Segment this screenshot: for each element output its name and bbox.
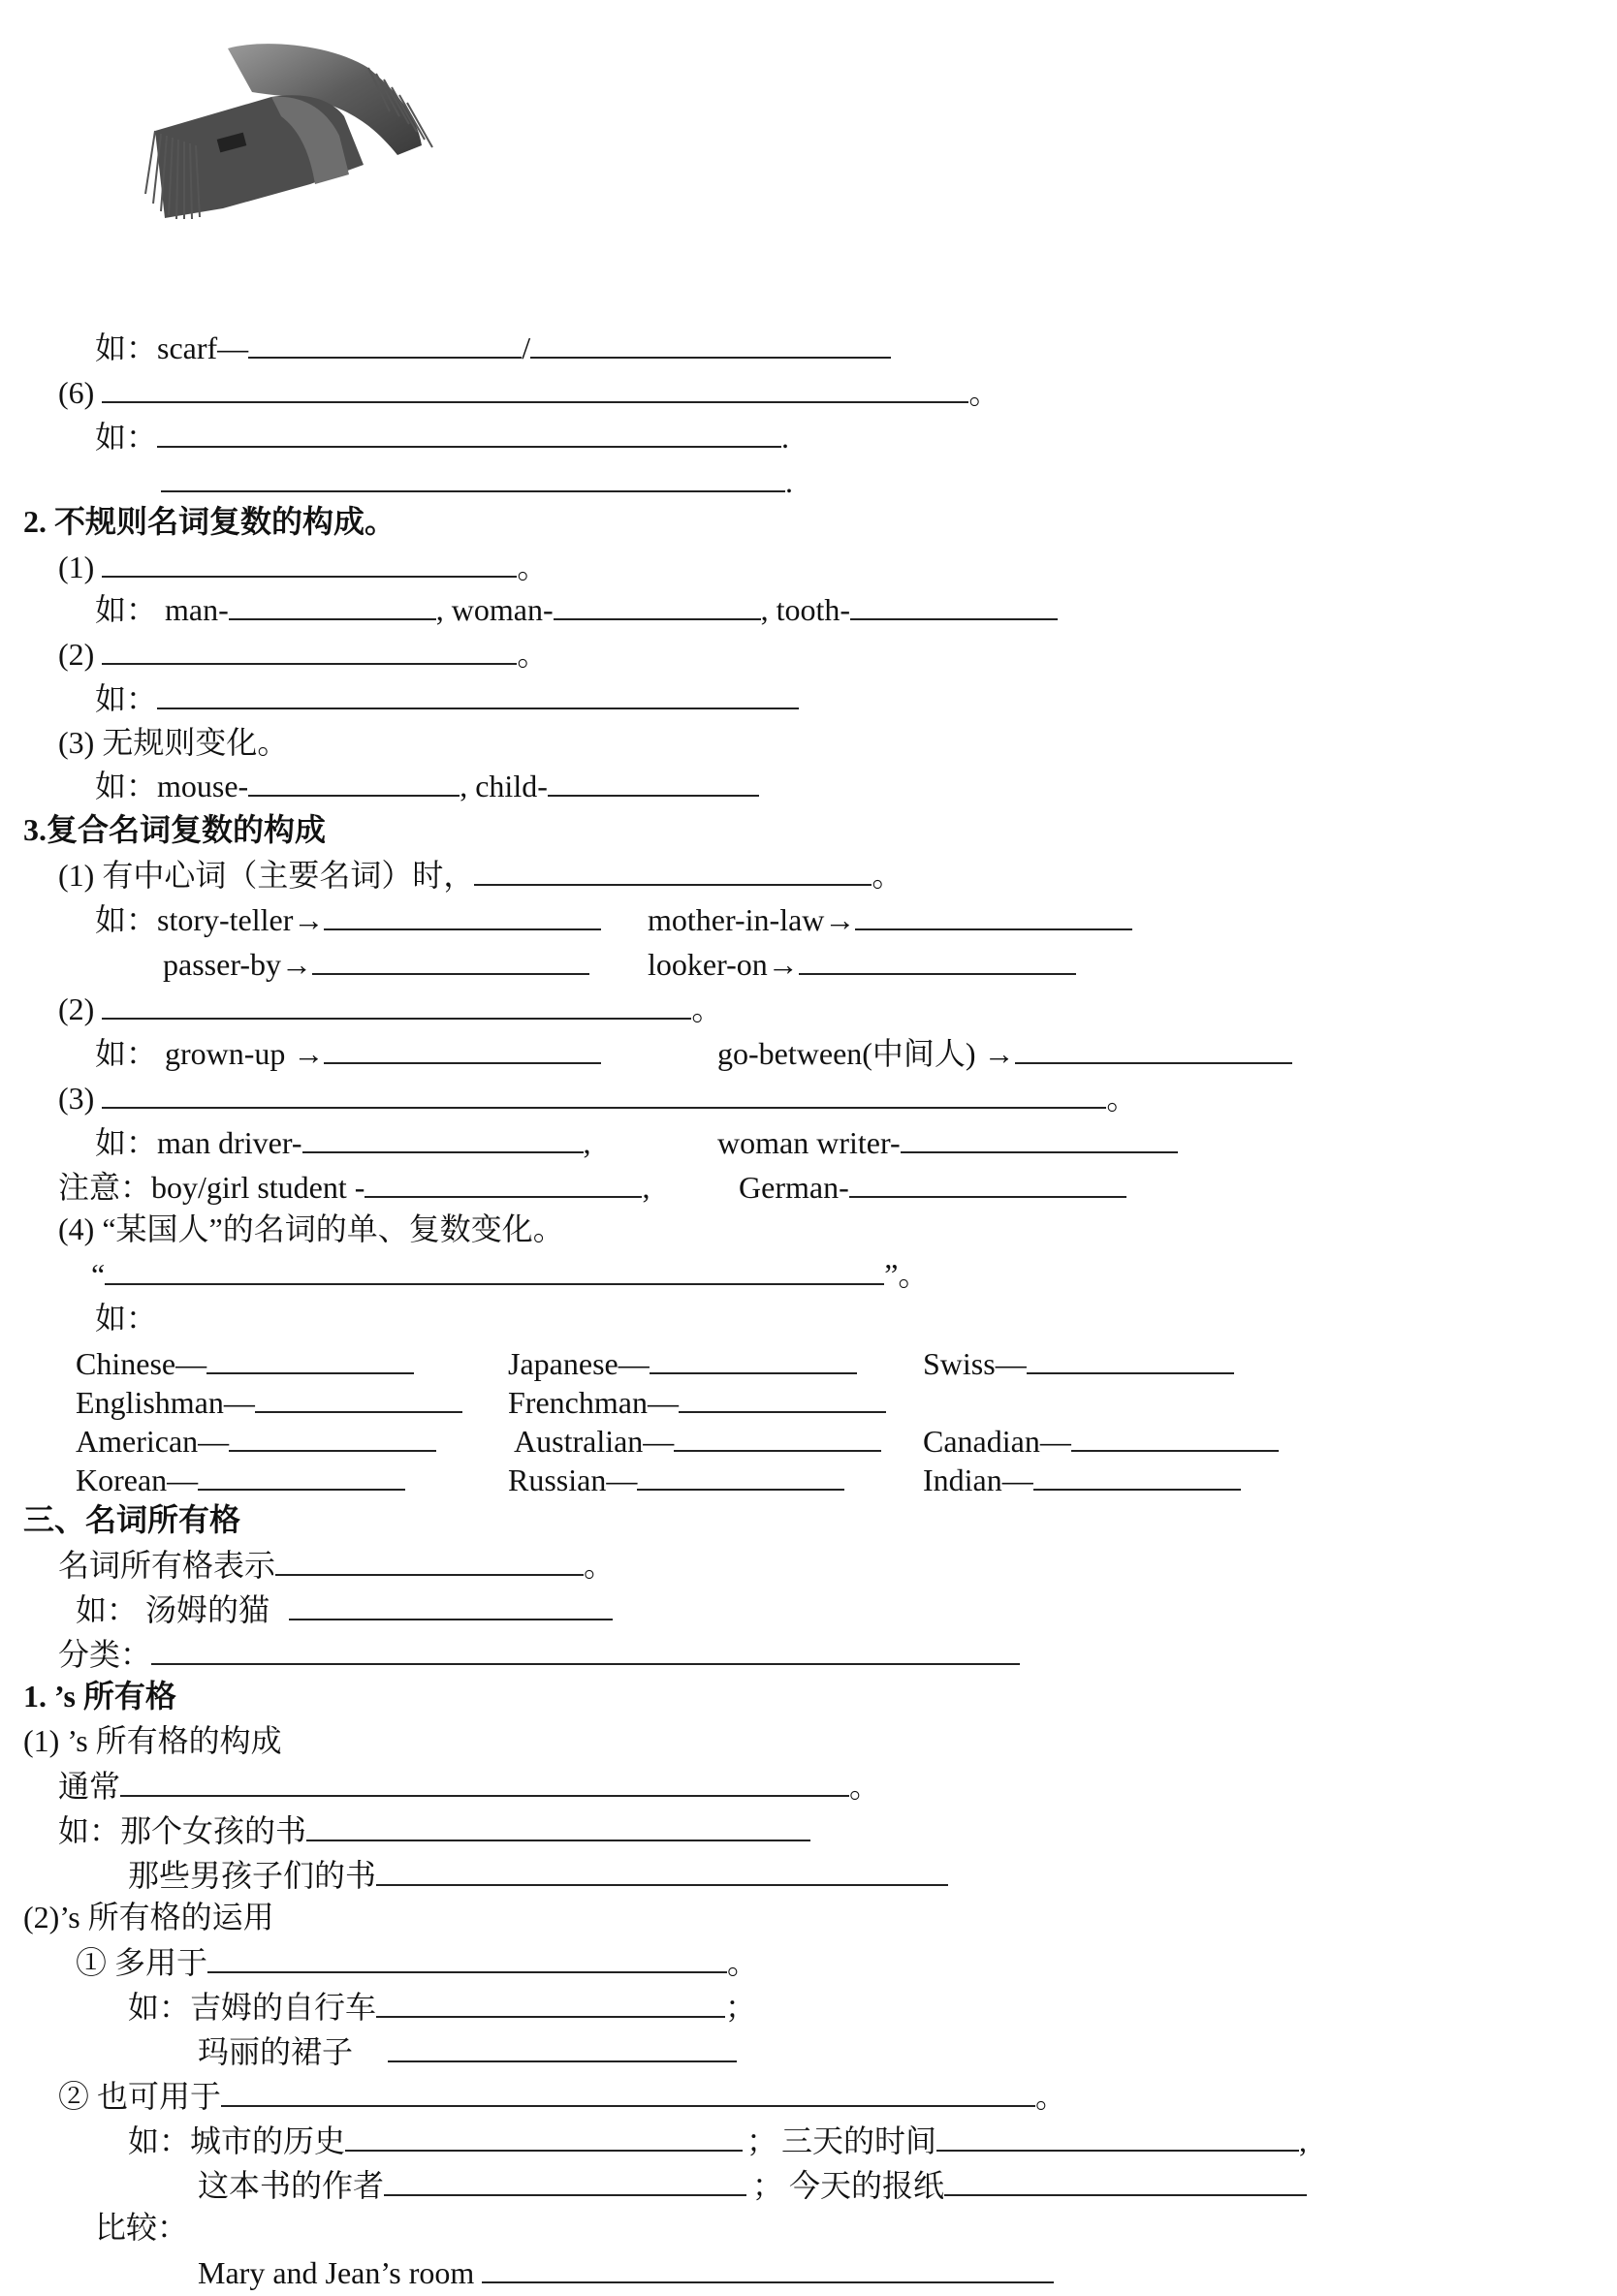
punct: . <box>785 464 793 499</box>
punct: 。 <box>727 1945 759 1980</box>
compound-2 <box>58 989 722 1027</box>
label: 分类： <box>58 1637 152 1672</box>
blank[interactable] <box>221 2076 1035 2107</box>
punct: 。 <box>1106 1081 1138 1116</box>
label: Chinese— <box>76 1346 207 1381</box>
punct: 。 <box>872 858 904 893</box>
s-example <box>58 1810 810 1849</box>
s-usual <box>58 1766 880 1805</box>
blank[interactable] <box>324 899 601 930</box>
label: passer-by→ <box>163 947 312 982</box>
blank[interactable] <box>206 1343 414 1374</box>
label: 那些男孩子们的书 <box>128 1858 377 1893</box>
item-number: (3) <box>58 1081 95 1116</box>
blank[interactable] <box>388 2031 737 2062</box>
nat-item <box>508 1343 857 1382</box>
item-number: (2) <box>58 991 95 1026</box>
item-number: (2) <box>58 637 95 672</box>
irregular-1 <box>58 547 548 585</box>
blank[interactable] <box>198 1460 405 1491</box>
blank[interactable] <box>248 328 522 359</box>
blank[interactable] <box>365 1167 642 1198</box>
rule-6-example <box>95 417 789 456</box>
punct: ； <box>752 2168 784 2203</box>
punct: , <box>583 1125 591 1160</box>
subsection: (1) ’s 所有格的构成 <box>23 1723 282 1758</box>
nat-item <box>508 1460 844 1498</box>
compound-3-note <box>58 1167 650 1206</box>
label: Australian— <box>514 1424 675 1459</box>
blank[interactable] <box>324 1033 601 1064</box>
irregular-1-example <box>95 589 1058 628</box>
nat-item <box>76 1460 405 1498</box>
compound-2-example-b <box>717 1033 1292 1072</box>
label: 如：scarf— <box>95 330 249 365</box>
blank[interactable] <box>289 1589 613 1620</box>
rule-6-example-2 <box>161 461 793 500</box>
label: 如：吉姆的自行车 <box>128 1990 377 2025</box>
nat-item <box>76 1421 436 1460</box>
label: 如：城市的历史 <box>128 2123 346 2158</box>
label: , tooth- <box>760 592 851 627</box>
usage-2 <box>58 2076 1066 2115</box>
compound-1 <box>58 855 903 894</box>
blank[interactable] <box>248 766 460 797</box>
section-heading: 1. ’s 所有格 <box>23 1679 176 1714</box>
compound-3 <box>58 1078 1137 1117</box>
blank[interactable] <box>554 589 761 620</box>
blank[interactable] <box>849 1167 1126 1198</box>
label: Frenchman— <box>508 1385 679 1420</box>
punct: 。 <box>517 550 549 584</box>
punct: , <box>1299 2123 1308 2158</box>
scarf-image <box>136 39 446 242</box>
blank[interactable] <box>850 589 1058 620</box>
punct: 。 <box>584 1548 616 1583</box>
usage-1-example <box>128 1987 756 2026</box>
example-scarf <box>95 328 891 366</box>
blank[interactable] <box>120 1766 849 1797</box>
compound-3-note-b <box>739 1167 1126 1206</box>
blank[interactable] <box>157 417 781 448</box>
punct: . <box>781 420 790 455</box>
blank[interactable] <box>679 1382 886 1413</box>
poss-def <box>58 1545 615 1584</box>
compare: 比较： <box>95 2210 189 2245</box>
punct: , <box>642 1170 650 1205</box>
compound-1-example-b <box>648 899 1132 938</box>
label: ① 多用于 <box>76 1945 208 1980</box>
label: looker-on→ <box>648 947 799 982</box>
label: mother-in-law→ <box>648 902 856 937</box>
blank[interactable] <box>302 1122 584 1153</box>
label: 如： <box>95 420 158 455</box>
blank[interactable] <box>650 1343 857 1374</box>
blank[interactable] <box>312 944 589 975</box>
blank[interactable] <box>161 461 785 492</box>
label: 通常 <box>58 1769 121 1804</box>
item-number: (6) <box>58 375 95 410</box>
blank[interactable] <box>151 1634 1020 1665</box>
blank[interactable] <box>936 2121 1299 2152</box>
irregular-3-example <box>95 766 759 804</box>
punct: ； <box>746 2123 778 2158</box>
punct: ； <box>725 1990 757 2025</box>
label: ② 也可用于 <box>58 2079 222 2114</box>
blank[interactable] <box>105 1254 884 1285</box>
punct: ”。 <box>884 1257 930 1292</box>
compound-1-example-d <box>648 944 1076 983</box>
usage-2-example-2 <box>198 2165 1307 2204</box>
section-heading: 2. 不规则名词复数的构成。 <box>23 504 396 539</box>
usage-1 <box>76 1942 758 1981</box>
usage-1-example-2 <box>198 2031 737 2070</box>
label: 如： grown-up → <box>95 1036 325 1071</box>
blank[interactable] <box>674 1421 881 1452</box>
blank[interactable] <box>799 944 1076 975</box>
blank[interactable] <box>229 589 436 620</box>
label: woman writer- <box>717 1125 901 1160</box>
blank[interactable] <box>376 1987 725 2018</box>
label: Englishman— <box>76 1385 255 1420</box>
subsection: (2)’s 所有格的运用 <box>23 1900 274 1934</box>
punct: “ <box>91 1257 106 1292</box>
blank[interactable] <box>207 1942 727 1973</box>
punct: 。 <box>691 991 723 1026</box>
nat-item <box>508 1382 886 1421</box>
label: American— <box>76 1424 230 1459</box>
compound-3-example <box>95 1122 591 1161</box>
nat-item <box>514 1421 881 1460</box>
blank[interactable] <box>1033 1460 1241 1491</box>
blank[interactable] <box>376 1855 948 1886</box>
blank[interactable] <box>1027 1343 1234 1374</box>
blank[interactable] <box>306 1810 810 1841</box>
blank[interactable] <box>102 372 968 403</box>
blank[interactable] <box>548 766 759 797</box>
blank[interactable] <box>637 1460 844 1491</box>
section-heading: 3.复合名词复数的构成 <box>23 812 327 847</box>
section-heading: 三、名词所有格 <box>23 1502 241 1537</box>
label: 今天的报纸 <box>789 2168 945 2203</box>
blank[interactable] <box>1071 1421 1279 1452</box>
label: , woman- <box>435 592 554 627</box>
label: Russian— <box>508 1463 638 1497</box>
label: , child- <box>460 769 548 803</box>
label: Canadian— <box>923 1424 1071 1459</box>
label: Japanese— <box>508 1346 650 1381</box>
punct: 。 <box>968 375 1000 410</box>
rule-6 <box>58 372 999 411</box>
nat-item <box>76 1382 462 1421</box>
blank[interactable] <box>901 1122 1178 1153</box>
label: 名词所有格表示 <box>58 1548 276 1583</box>
label: 如： <box>95 681 158 716</box>
label: Swiss— <box>923 1346 1027 1381</box>
blank[interactable] <box>102 634 517 665</box>
irregular-3: (3) 无规则变化。 <box>58 725 289 760</box>
blank[interactable] <box>530 328 891 359</box>
label: 三天的时间 <box>781 2123 937 2158</box>
label: 如：那个女孩的书 <box>58 1813 307 1848</box>
nat-item <box>923 1421 1279 1460</box>
blank[interactable] <box>157 678 799 709</box>
label: 这本书的作者 <box>198 2168 385 2203</box>
label: Indian— <box>923 1463 1033 1497</box>
slash: / <box>522 330 531 365</box>
compound-3-example-b <box>717 1122 1178 1161</box>
blank[interactable] <box>102 547 517 578</box>
punct: 。 <box>1035 2079 1067 2114</box>
compound-4-rule <box>91 1254 929 1293</box>
label: Mary and Jean’s room <box>198 2255 475 2290</box>
label: 如： man- <box>95 592 229 627</box>
blank[interactable] <box>384 2165 746 2196</box>
blank[interactable] <box>275 1545 584 1576</box>
compound-2-example <box>95 1033 601 1072</box>
label: go-between(中间人) → <box>717 1036 1015 1071</box>
label: German- <box>739 1170 849 1205</box>
compound-1-example <box>95 899 601 938</box>
blank[interactable] <box>1015 1033 1292 1064</box>
irregular-2 <box>58 634 548 673</box>
nat-item <box>76 1343 414 1382</box>
label: 如：story-teller→ <box>95 902 325 937</box>
label: 如：man driver- <box>95 1125 302 1160</box>
blank[interactable] <box>482 2252 1054 2283</box>
poss-class <box>58 1634 1020 1673</box>
punct: 。 <box>517 637 549 672</box>
irregular-2-example <box>95 678 799 717</box>
label: 注意：boy/girl student - <box>58 1170 365 1205</box>
compound-4-example: 如： <box>95 1301 158 1336</box>
usage-2-example <box>128 2121 1307 2159</box>
compound-4: (4) “某国人”的名词的单、复数变化。 <box>58 1211 564 1246</box>
blank[interactable] <box>944 2165 1307 2196</box>
s-example-2 <box>128 1855 948 1894</box>
label: (1) 有中心词（主要名词）时， <box>58 858 475 893</box>
nat-item <box>923 1343 1234 1382</box>
blank[interactable] <box>855 899 1132 930</box>
blank[interactable] <box>345 2121 743 2152</box>
compound-1-example-c <box>163 944 589 983</box>
blank[interactable] <box>229 1421 436 1452</box>
poss-example <box>76 1589 613 1628</box>
punct: 。 <box>849 1769 881 1804</box>
blank[interactable] <box>102 989 691 1020</box>
item-number: (1) <box>58 550 95 584</box>
label: 玛丽的裙子 <box>198 2034 354 2069</box>
compare-example <box>198 2252 1054 2291</box>
blank[interactable] <box>255 1382 462 1413</box>
label: 如：mouse- <box>95 769 249 803</box>
nat-item <box>923 1460 1241 1498</box>
blank[interactable] <box>102 1078 1106 1109</box>
label: 如： 汤姆的猫 <box>76 1592 270 1627</box>
blank[interactable] <box>474 855 872 886</box>
label: Korean— <box>76 1463 199 1497</box>
